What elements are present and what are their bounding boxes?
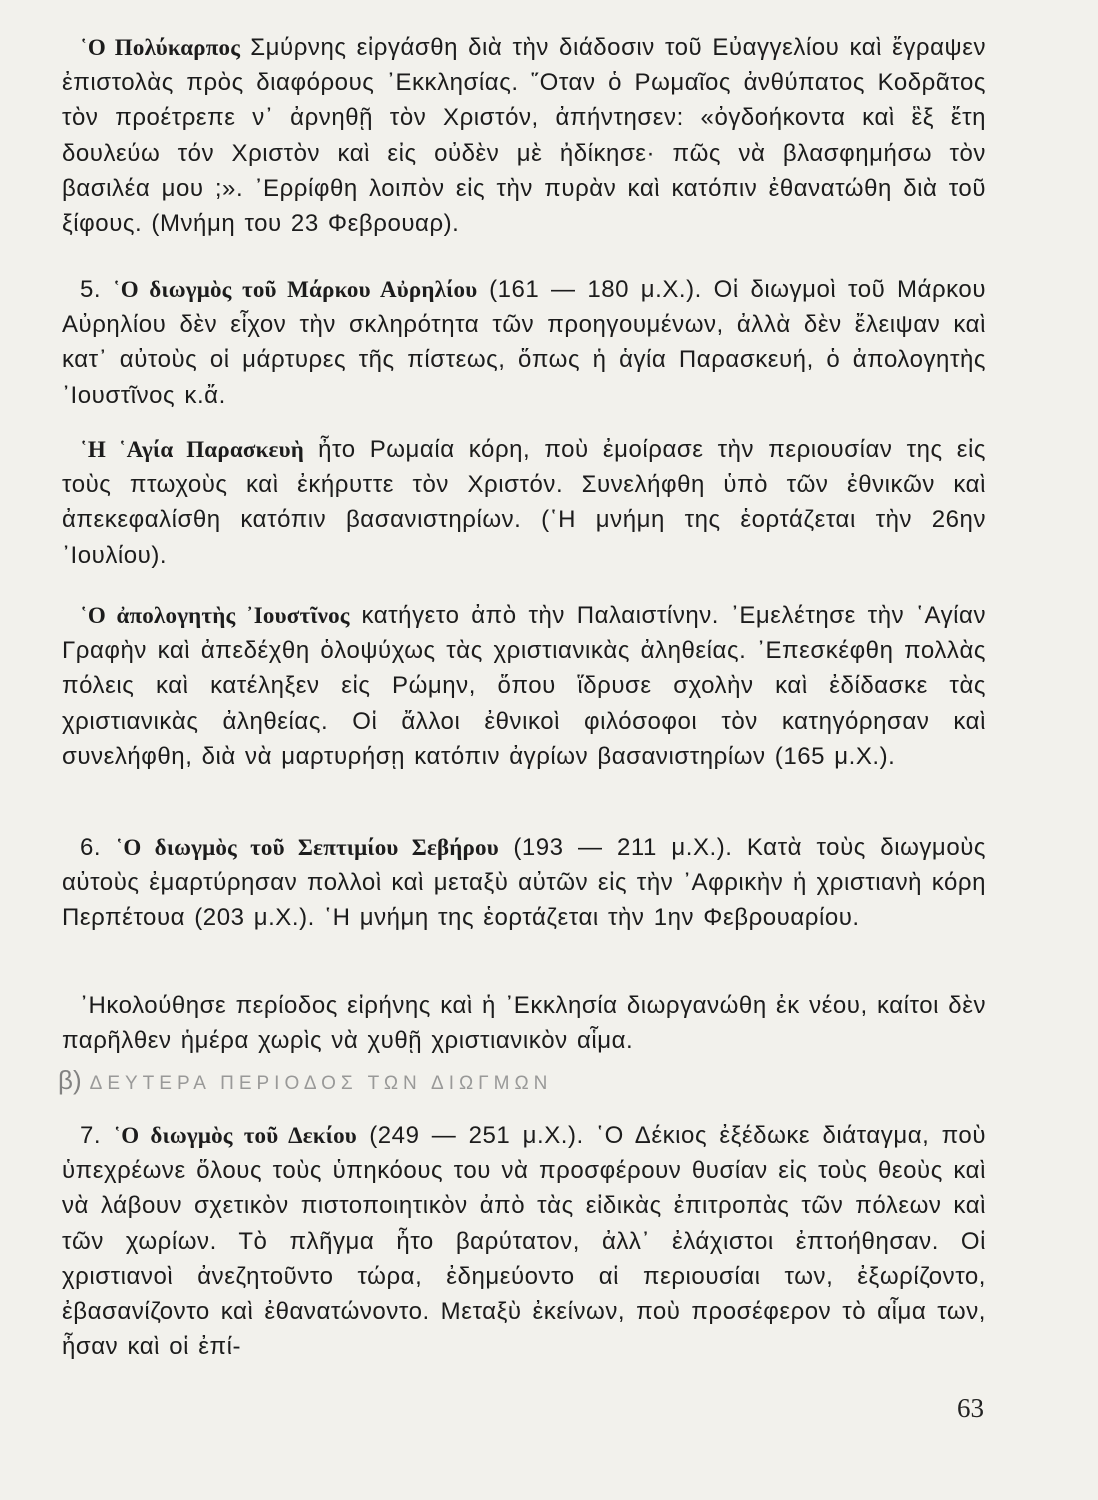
heading-polycarp: ῾Ο Πολύκαρπος [80, 35, 241, 60]
section-number-5: 5. [80, 276, 102, 303]
paragraph-agia-paraskevi-text: ἦτο Ρωμαία κόρη, ποὺ ἐμοίρασε τὴν περιουσίαν της εἰς τοὺς πτωχοὺς καὶ ἐκήρυττε τὸν Χριστόν. Συνελήφθη ὑπὸ τῶν ἐθνικῶν καὶ ἀπεκεφαλίσθη κατόπιν βασανιστηρίων. (῾Η μνήμη της ἑορτάζεται τὴν 26ην ᾿Ιουλίου). [62, 436, 986, 569]
section-marker: β) [58, 1065, 82, 1095]
paragraph-marcus-aurelius-text: (161 — 180 μ.Χ.). Οἱ διωγμοὶ τοῦ Μάρκου Αὐρηλίου δὲν εἶχον τὴν σκληρότητα τῶν προηγουμένων, ἀλλὰ δὲν ἔλειψαν καὶ κατ᾿ αὐτοὺς οἱ μάρτυρες τῆς πίστεως, ὅπως ἡ ἁγία Παρασκευή, ὁ ἀπολογητὴς ᾿Ιουστῖνος κ.ἄ. [62, 276, 987, 409]
page-number: 63 [957, 1393, 984, 1423]
paragraph-septimius-severus-text: (193 — 211 μ.Χ.). Κατὰ τοὺς διωγμοὺς αὐτοὺς ἐμαρτύρησαν πολλοὶ καὶ μεταξὺ αὐτῶν εἰς τὴν ᾿Αφρικὴν ἡ χριστιανὴ κόρη Περπέτουα (203 μ.Χ.). ῾Η μνήμη της ἑορτάζεται τὴν 1ην Φεβρουαρίου. [62, 834, 987, 932]
paragraph-polycarp-text: Σμύρνης εἰργάσθη διὰ τὴν διάδοσιν τοῦ Εὐαγγελίου καὶ ἔγραψεν ἐπιστολὰς πρὸς διαφόρους ᾿Εκκλησίας. ῞Οταν ὁ Ρωμαῖος ἀνθύπατος Κοδρᾶτος τὸν προέτρεπε ν᾿ ἀρνηθῇ τὸν Χριστόν, ἀπήντησεν: «ὀγδοήκοντα καὶ ἓξ ἔτη δουλεύω τόν Χριστὸν καὶ εἰς οὐδὲν μὲ ἠδίκησε· πῶς νὰ βλασφημήσω τὸν βασιλέα μου ;». ᾿Ερρίφθη λοιπὸν εἰς τὴν πυρὰν καὶ κατόπιν ἐθανατώθη διὰ τοῦ ξίφους. (Μνήμη του 23 Φεβρουαρ). [62, 34, 986, 238]
heading-marcus-aurelius: ῾Ο διωγμὸς τοῦ Μάρκου Αὐρηλίου [112, 277, 478, 302]
heading-agia-paraskevi: ῾Η ῾Αγία Παρασκευὴ [80, 437, 304, 462]
section-number-7: 7. [80, 1122, 102, 1149]
paragraph-polycarp [62, 30, 986, 241]
section-number-6: 6. [80, 834, 102, 861]
heading-justin: ῾Ο ἀπολογητὴς ᾿Ιουστῖνος [80, 603, 350, 628]
heading-decius: ῾Ο διωγμὸς τοῦ Δεκίου [113, 1123, 357, 1148]
paragraph-justin-text: κατήγετο ἀπὸ τὴν Παλαιστίνην. ᾿Εμελέτησε τὴν ῾Αγίαν Γραφὴν καὶ ἀπεδέχθη ὁλοψύχως τὰς χριστιανικὰς ἀληθείας. ᾿Επεσκέφθη πολλὰς πόλεις καὶ κατέληξεν εἰς Ρώμην, ὅπου ἵδρυσε σχολὴν καὶ ἐδίδασκε τὰς χριστιανικὰς ἀληθείας. Οἱ ἄλλοι ἐθνικοὶ φιλόσοφοι τὸν κατηγόρησαν καὶ συνελήφθη, διὰ νὰ μαρτυρήσῃ κατόπιν ἀγρίων βασανιστηρίων (165 μ.Χ.). [62, 602, 987, 770]
paragraph-decius [62, 1118, 986, 1364]
paragraph-peace-period [62, 988, 986, 1058]
section-heading-second-period [58, 1065, 552, 1096]
paragraph-agia-paraskevi [62, 432, 986, 573]
heading-septimius-severus: ῾Ο διωγμὸς τοῦ Σεπτιμίου Σεβήρου [115, 835, 499, 860]
paragraph-septimius-severus [62, 830, 986, 936]
paragraph-decius-text: (249 — 251 μ.Χ.). ῾Ο Δέκιος ἐξέδωκε διάταγμα, ποὺ ὑπεχρέωνε ὅλους τοὺς ὑπηκόους του νὰ προσφέρουν θυσίαν εἰς τοὺς θεοὺς καὶ νὰ λάβουν σχετικὸν πιστοποιητικὸν ἀπὸ τὰς εἰδικὰς ἐπιτροπὰς τῶν πόλεων καὶ τῶν χωρίων. Τὸ πλῆγμα ἦτο βαρύτατον, ἀλλ᾿ ἐλάχιστοι ἐπτοήθησαν. Οἱ χριστιανοὶ ἀνεζητοῦντο τώρα, ἐδημεύοντο αἱ περιουσίαι των, ἐξωρίζοντο, ἐβασανίζοντο καὶ ἐθανατώνοντο. Μεταξὺ ἐκείνων, ποὺ προσέφερον τὸ αἷμα των, ἦσαν καὶ οἱ ἐπί- [62, 1122, 987, 1361]
section-title: ΔΕΥΤΕΡΑ ΠΕΡΙΟΔΟΣ ΤΩΝ ΔΙΩΓΜΩΝ [89, 1073, 553, 1094]
paragraph-justin [62, 598, 986, 774]
paragraph-marcus-aurelius [62, 272, 986, 413]
paragraph-peace-period-text: ᾿Ηκολούθησε περίοδος εἰρήνης καὶ ἡ ᾿Εκκλησία διωργανώθη ἐκ νέου, καίτοι δὲν παρῆλθεν ἡμέρα χωρὶς νὰ χυθῇ χριστιανικὸν αἷμα. [62, 992, 986, 1055]
